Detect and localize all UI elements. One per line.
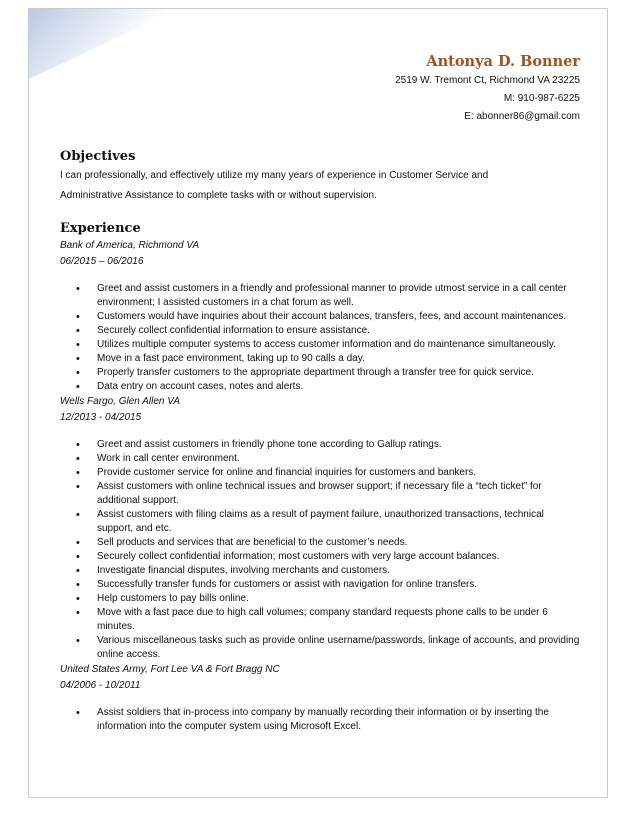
- list-item: • Sell products and services that are beneficial to the customer’s needs.: [60, 536, 580, 550]
- list-item: • Customers would have inquiries about their account balances, transfers, fees, and account maintenances.: [60, 310, 580, 324]
- list-item: • Data entry on account cases, notes and alerts.: [60, 380, 580, 394]
- list-item: • Properly transfer customers to the appropriate department through a transfer tree for quick service.: [60, 366, 580, 380]
- job-employer: Bank of America, Richmond VA: [60, 240, 200, 251]
- job-dates: 06/2015 – 06/2016: [60, 256, 144, 267]
- address: 2519 W. Tremont Ct, Richmond VA 23225: [395, 75, 580, 86]
- job-dates: 12/2013 - 04/2015: [60, 412, 142, 423]
- list-item: • Help customers to pay bills online.: [60, 592, 580, 606]
- experience-heading: Experience: [60, 221, 141, 236]
- list-item: • Assist customers with filing claims as a result of payment failure, unauthorized transactions, technical support, and etc.: [60, 508, 580, 536]
- resume-content: [60, 52, 580, 734]
- list-item: • Move in a fast pace environment, taking up to 90 calls a day.: [60, 352, 580, 366]
- list-item: • Securely collect confidential information; most customers with very large account balances.: [60, 550, 580, 564]
- list-item: • Successfully transfer funds for customers or assist with navigation for online transfers.: [60, 578, 580, 592]
- list-item: • Work in call center environment.: [60, 452, 580, 466]
- applicant-name: Antonya D. Bonner: [426, 53, 580, 70]
- list-item: • Greet and assist customers in a friendly and professional manner to provide utmost service in a call center environment; I assisted customers in a chat forum as well.: [60, 282, 580, 310]
- objectives-line-2: Administrative Assistance to complete tasks with or without supervision.: [60, 190, 377, 201]
- job-dates: 04/2006 - 10/2011: [60, 680, 141, 691]
- objectives-line-1: I can professionally, and effectively utilize my many years of experience in Customer Service and: [60, 170, 489, 181]
- list-item: • Provide customer service for online and financial inquiries for customers and bankers.: [60, 466, 580, 480]
- list-item: • Move with a fast pace due to high call volumes; company standard requests phone calls to be under 6 minutes.: [60, 606, 580, 634]
- job-duties-list: [60, 438, 580, 662]
- list-item: • Investigate financial disputes, involving merchants and customers.: [60, 564, 580, 578]
- email: E: abonner86@gmail.com: [464, 111, 580, 122]
- list-item: • Assist soldiers that in-process into company by manually recording their information or by inserting the information into the computer system using Microsoft Excel.: [60, 706, 580, 734]
- list-item: • Various miscellaneous tasks such as provide online username/passwords, linkage of accounts, and providing online access.: [60, 634, 580, 662]
- job-duties-list: [60, 706, 580, 734]
- list-item: • Assist customers with online technical issues and browser support; if necessary file a “tech ticket” for additional support.: [60, 480, 580, 508]
- job-duties-list: [60, 282, 580, 394]
- job-employer: United States Army, Fort Lee VA & Fort Bragg NC: [60, 664, 280, 675]
- objectives-heading: Objectives: [60, 149, 136, 164]
- job-employer: Wells Fargo, Glen Allen VA: [60, 396, 181, 407]
- phone: M: 910-987-6225: [503, 93, 580, 104]
- list-item: • Greet and assist customers in friendly phone tone according to Gallup ratings.: [60, 438, 580, 452]
- list-item: • Utilizes multiple computer systems to access customer information and do maintenance simultaneously.: [60, 338, 580, 352]
- list-item: • Securely collect confidential information to ensure assistance.: [60, 324, 580, 338]
